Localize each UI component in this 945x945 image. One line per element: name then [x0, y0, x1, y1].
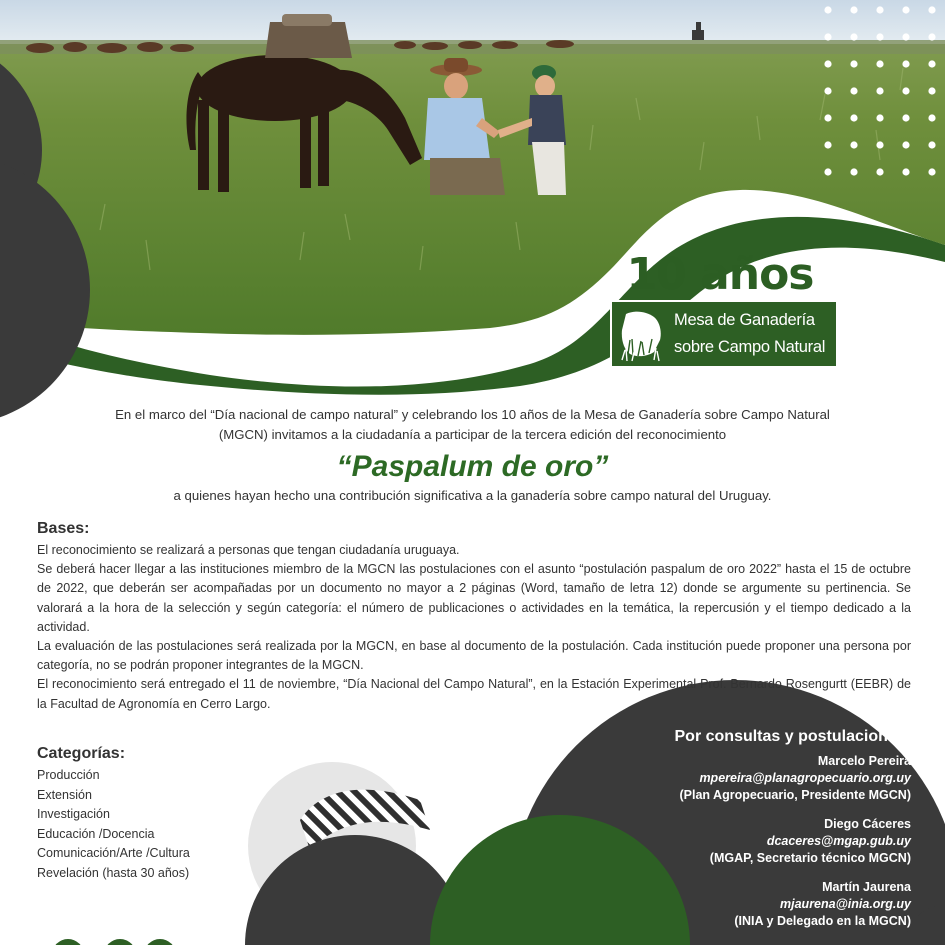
uruguay-map-icon: [618, 308, 664, 362]
org-name-line-1: Mesa de Ganadería: [674, 311, 815, 329]
intro-text: [60, 405, 885, 445]
category-item: Investigación: [37, 807, 110, 822]
bases-paragraph: Se deberá hacer llegar a las instituciones miembro de la MGCN las postulaciones con el asunto “postulación paspalum de oro 2022” hasta el 15 de octubre de 2022, que deberán ser acompañadas por un documento no mayor a 2 páginas (Word, tamaño de letra 12) donde se argumente su pertinencia. Se valorará a la hora de la selección y según categoría: el número de publicaciones o actividades en la temática, la repercusión y el tiempo dedicado a la actividad.: [37, 562, 911, 634]
anniversary-badge: [600, 250, 850, 375]
contact-section: [611, 726, 911, 930]
bases-paragraph: La evaluación de las postulaciones será realizada por la MGCN, en base al documento de la postulación. Cada institución puede proponer una persona por categoría, no se podrán proponer integrantes de la MGCN.: [37, 639, 911, 673]
category-item: Comunicación/Arte /Cultura: [37, 846, 190, 861]
contact-name: Diego Cáceres: [824, 817, 911, 831]
org-logo-box: [610, 300, 838, 368]
contact-email-link[interactable]: mjaurena@inia.org.uy: [780, 897, 911, 911]
award-title: “Paspalum de oro”: [336, 450, 609, 483]
intro-line-2: (MGCN) invitamos a la ciudadanía a participar de la tercera edición del reconocimiento: [218, 427, 727, 442]
categories-list: [37, 766, 190, 884]
contact-person: [611, 816, 911, 867]
category-item: Revelación (hasta 30 años): [37, 865, 190, 880]
anniversary-title: 10 años: [626, 249, 814, 300]
category-item: Extensión: [37, 787, 92, 802]
contact-email-link[interactable]: mpereira@planagropecuario.org.uy: [699, 771, 911, 785]
award-subtitle: a quienes hayan hecho una contribución significativa a la ganadería sobre campo natural del Uruguay.: [173, 488, 772, 503]
bases-heading: Bases:: [37, 520, 90, 537]
contact-name: Martín Jaurena: [822, 880, 911, 894]
contact-heading: Por consultas y postulaciones:: [674, 728, 911, 745]
contact-person: [611, 753, 911, 804]
bases-paragraph: El reconocimiento se realizará a personas que tengan ciudadanía uruguaya.: [37, 543, 460, 557]
contact-role: (INIA y Delegado en la MGCN): [734, 914, 911, 928]
categories-heading: Categorías:: [37, 745, 126, 762]
category-item: Producción: [37, 768, 100, 782]
bases-paragraph: El reconocimiento será entregado el 11 de noviembre, “Día Nacional del Campo Natural”, en la Estación Experimental Prof. Bernardo Rosengurtt (EEBR) de la Facultad de Agronomía en Cerro Largo.: [37, 677, 911, 711]
bases-text: [37, 541, 911, 714]
category-item: Educación /Docencia: [37, 826, 155, 841]
org-name-line-2: sobre Campo Natural: [674, 338, 826, 356]
contact-role: (MGAP, Secretario técnico MGCN): [709, 851, 911, 865]
contact-role: (Plan Agropecuario, Presidente MGCN): [679, 788, 911, 802]
contact-person: [611, 879, 911, 930]
intro-line-1: En el marco del “Día nacional de campo natural” y celebrando los 10 años de la Mesa de Ganadería sobre Campo Natural: [115, 407, 830, 422]
contact-name: Marcelo Pereira: [817, 754, 911, 768]
contact-email-link[interactable]: dcaceres@mgap.gub.uy: [766, 834, 911, 848]
